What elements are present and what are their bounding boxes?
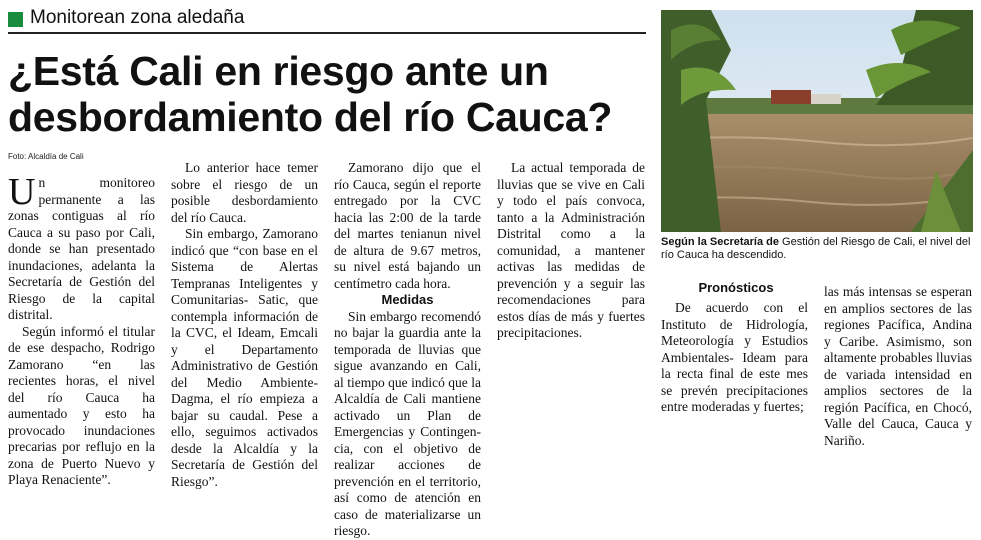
caption-rest: Gestión del Riesgo de Cali, el nivel del río Cauca ha descendido. bbox=[661, 236, 971, 261]
article-column-4 bbox=[497, 160, 645, 415]
subhead-medidas: Medidas bbox=[381, 292, 434, 307]
paragraph-4: Sin embargo, Zamorano indicó que “con base en el Sistema de Alertas Tempranas Inteligentes y Comunitarias- Satic, que contempla información de la CVC, el Ideam, Emcali y el Departamento Administrativo de Gestión del Medio Ambiente- Dagma, el río empieza a bajar su caudal. Pese a ello, seguimos activados desde la Alcaldía y la Secretaría de Gestión del Riesgo”. bbox=[171, 226, 318, 489]
article-column-1 bbox=[8, 171, 155, 487]
paragraph-6: Sin embargo recomendó no bajar la guardia ante la temporada de lluvias que sigue avanzando en Cali, al tiempo que indicó que la Alcaldía de Cali mantiene activado un Plan de Emergencias y Contingen-cia, con el objetivo de realizar acciones de prevención en el territorio, así como de atención en caso de materializarse un riesgo. bbox=[334, 308, 481, 538]
paragraph-5: Zamorano dijo que el río Cauca, según el reporte entregado por la CVC hacia las 2:00 de la tarde del martes tenianun nivel de altura de 9.67 metros, su nivel está bajando un centímetro cada hora. bbox=[334, 160, 481, 291]
caption-bold: Según la Secretaría de bbox=[661, 236, 779, 248]
paragraph-8-continued: las más intensas se esperan en amplios sectores de las regiones Pacífica, Andina y Caribe. Asimismo, son altamente probables lluvias de variada intensidad en amplios sectores de la región Pacífica, en Chocó, Valle del Cauca, Cauca y Nariño. bbox=[824, 284, 972, 448]
paragraph-7: La actual temporada de lluvias que se vive en Cali y todo el país convoca, tanto a la Administración Distrital como a la comunidad, a mantener activas las medidas de prevención y a seguir las recomendaciones para estos días de más y fuertes precipitaciones. bbox=[497, 160, 645, 340]
paragraph-3: Lo anterior hace temer sobre el riesgo de un posible desbordamiento del río Cauca. bbox=[171, 160, 318, 225]
subhead-pronosticos: Pronósticos bbox=[698, 280, 774, 295]
paragraph-8: De acuerdo con el Instituto de Hidrología, Meteorología y Estudios Ambientales- Ideam para la recta final de este mes se prevén precipitaciones entre moderadas y fuertes; bbox=[661, 300, 808, 414]
paragraph-2: Según informó el titular de ese despacho, Rodrigo Zamorano “en las recientes horas, el nivel del río Cauca ha aumentado y esto ha provocado inundaciones precarias por reflujo en la zona de Puerto Nuevo y Playa Renaciente”. bbox=[8, 323, 155, 487]
article-column-2 bbox=[171, 160, 318, 489]
article-column-6 bbox=[824, 284, 972, 448]
article-column-3 bbox=[334, 160, 481, 538]
photo-caption bbox=[661, 236, 973, 262]
paragraph-1: Un monitoreo permanente a las zonas contiguas al río Cauca a su paso por Cali, donde se han presentado inundaciones, adelanta la Secretaría de Gestión del Riesgo de la capital distrital. bbox=[8, 171, 155, 322]
river-photo bbox=[661, 10, 973, 232]
headline: ¿Está Cali en riesgo ante un desbordamiento del río Cauca? bbox=[8, 48, 613, 140]
section-kicker bbox=[8, 6, 646, 34]
drop-cap: U bbox=[8, 171, 36, 213]
photo-credit: Foto: Alcaldía de Cali bbox=[8, 152, 84, 161]
article-column-5 bbox=[661, 300, 808, 418]
kicker-square-icon bbox=[8, 12, 23, 27]
kicker-text: Monitorean zona aledaña bbox=[30, 7, 245, 28]
